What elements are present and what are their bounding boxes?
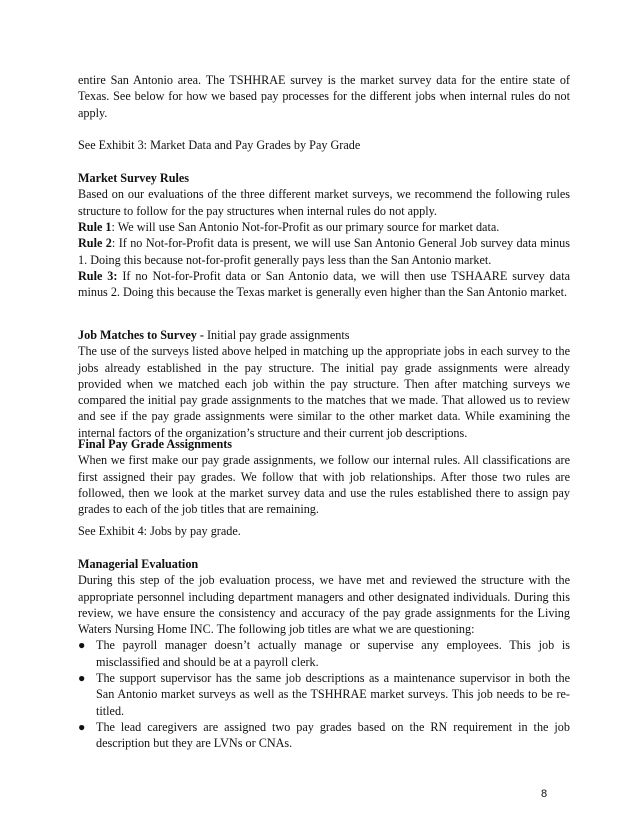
market-survey-rules-section	[78, 170, 570, 219]
bullet-icon: ●	[78, 671, 86, 686]
final-pay-grade-text: When we first make our pay grade assignments, we follow our internal rules. All classifications are first assigned their pay grades. We follow that with job relationships. After those two rules are followed, then we look at the market survey data and use the rules established there to assign pay grades to each of the job titles that are remaining.	[78, 453, 570, 517]
managerial-evaluation-heading: Managerial Evaluation	[78, 557, 199, 571]
rule-2-text: : If no Not-for-Profit data is present, we will use San Antonio General Job survey data minus 1. Doing this because not-for-profit generally pays less than the San Antonio market.	[78, 236, 571, 267]
list-item	[78, 670, 570, 719]
rule-1-label: Rule 1	[78, 220, 112, 234]
rule-3-label: Rule 3:	[78, 268, 118, 283]
list-item-text: The lead caregivers are assigned two pay grades based on the RN requirement in the job description but they are LVNs or CNAs.	[96, 719, 570, 751]
page-number: 8	[541, 788, 548, 800]
job-matches-subheading: Initial pay grade assignments	[203, 328, 350, 342]
market-survey-rules-text: Based on our evaluations of the three different market surveys, we recommend the following rules structure to follow for the pay structures when internal rules do not apply.	[78, 187, 570, 218]
rule-3	[78, 268, 570, 301]
rule-2	[78, 235, 570, 268]
rule-3-text: If no Not-for-Profit data or San Antonio data, we will then use TSHAARE survey data minus 2. Doing this because the Texas market is generally even higher than the San Antonio market.	[78, 268, 570, 300]
managerial-evaluation-text: During this step of the job evaluation process, we have met and reviewed the structure with the appropriate personnel including department managers and other designated individuals. During this review, we have ensure the consistency and accuracy of the pay grade assignments for the Living Waters Nursing Home INC. The following job titles are what we are questioning:	[78, 573, 570, 637]
bullet-icon: ●	[78, 638, 86, 653]
rule-1-text: : We will use San Antonio Not-for-Profit as our primary source for market data.	[111, 220, 500, 234]
final-pay-grade-section	[78, 436, 570, 517]
exhibit-4-text: See Exhibit 4: Jobs by pay grade.	[78, 524, 241, 538]
rule-2-label: Rule 2	[78, 236, 112, 251]
intro-paragraph	[78, 72, 570, 121]
rule-1	[78, 219, 570, 235]
exhibit-4-reference	[78, 523, 570, 539]
rules-list	[78, 219, 570, 300]
exhibit-3-text: See Exhibit 3: Market Data and Pay Grades by Pay Grade	[78, 138, 361, 152]
market-survey-rules-heading: Market Survey Rules	[78, 171, 190, 185]
questioned-jobs-list	[78, 637, 570, 751]
job-matches-text: The use of the surveys listed above helped in matching up the appropriate jobs in each survey to the jobs already established in the pay structure. The initial pay grade assignments were already provided when we matched each job within the pay structure. Then after matching surveys we compared the initial pay grade assignments to the matches that we made. That allowed us to review and see if the pay grade assignments were similar to the other market data. While examining the internal factors of the organization’s structure and their current job descriptions.	[78, 344, 570, 440]
list-item	[78, 637, 570, 670]
exhibit-3-reference	[78, 137, 570, 153]
job-matches-heading-line	[78, 327, 570, 343]
job-matches-section	[78, 327, 570, 441]
intro-text: entire San Antonio area. The TSHHRAE survey is the market survey data for the entire state of Texas. See below for how we based pay processes for the different jobs when internal rules do not apply.	[78, 73, 570, 120]
bullet-icon: ●	[78, 719, 86, 734]
list-item-text: The payroll manager doesn’t actually manage or supervise any employees. This job is misclassified and should be at a payroll clerk.	[96, 638, 570, 669]
list-item-text: The support supervisor has the same job descriptions as a maintenance supervisor in both the San Antonio market surveys as well as the TSHHRAE market surveys. This job needs to be re-titled.	[96, 671, 570, 718]
final-pay-grade-heading: Final Pay Grade Assignments	[78, 437, 233, 451]
list-item	[78, 719, 570, 752]
managerial-evaluation-section	[78, 556, 570, 752]
job-matches-heading: Job Matches to Survey -	[78, 328, 204, 342]
